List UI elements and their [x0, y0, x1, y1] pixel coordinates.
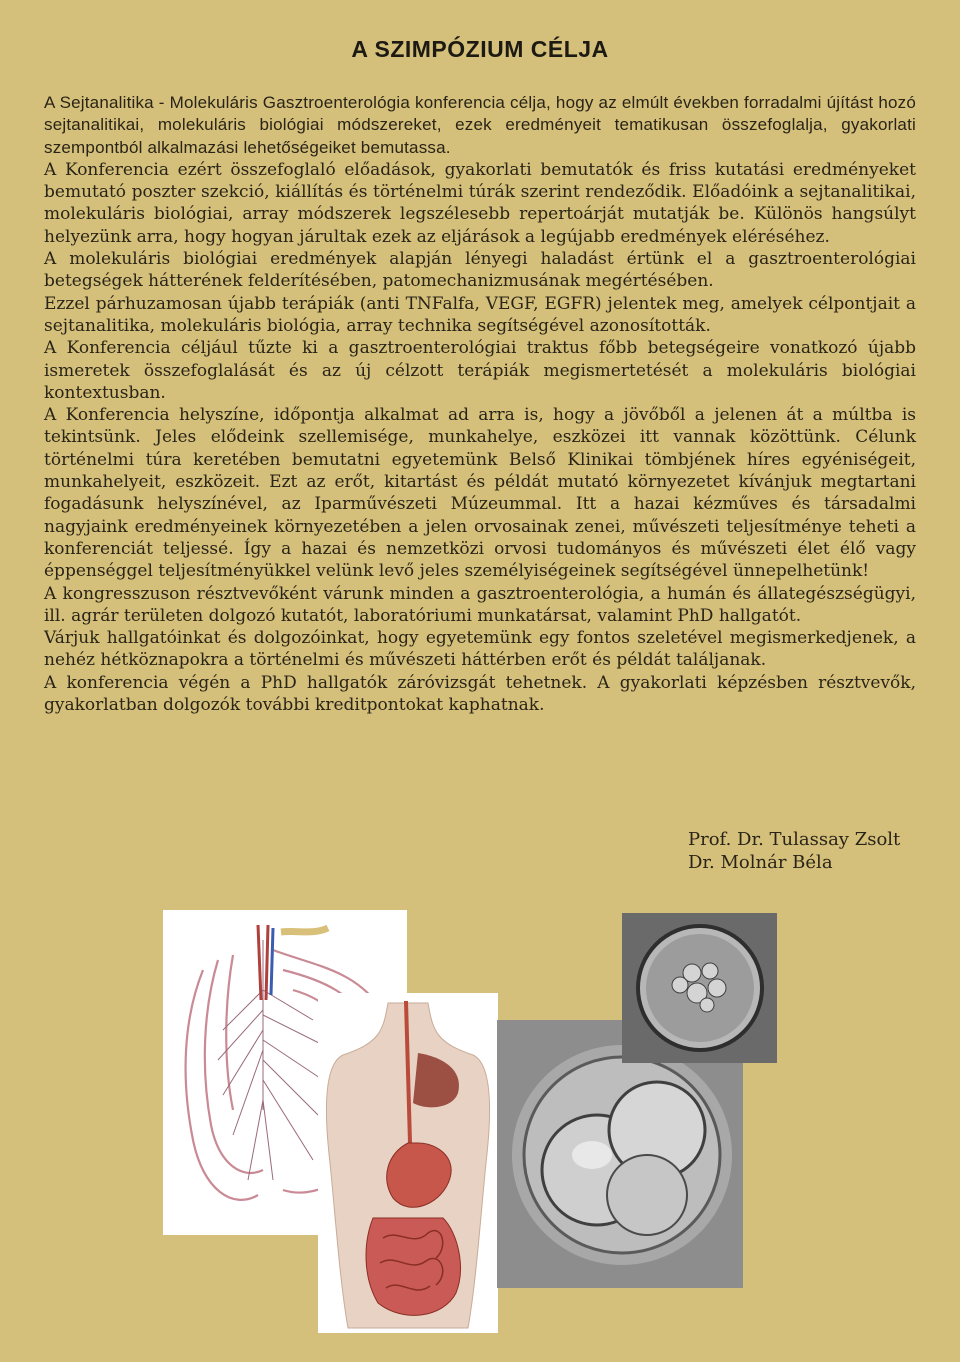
- signature-1: Prof. Dr. Tulassay Zsolt: [688, 829, 901, 850]
- paragraph: Várjuk hallgatóinkat és dolgozóinkat, hogy egyetemünk egy fontos szeletével megismerkedjenek, a nehéz hétköznapokra a történelmi és művészeti háttérben erőt és példát találjanak.: [44, 628, 916, 671]
- paragraph: A kongresszuson résztvevőként várunk minden a gasztroenterológia, a humán és állategészségügyi, ill. agrár területen dolgozó kutatót, laboratóriumi munkatársat, valamint PhD hallgatót.: [44, 583, 916, 626]
- paragraph: A konferencia végén a PhD hallgatók záróvizsgát tehetnek. A gyakorlati képzésben résztvevők, gyakorlatban dolgozók további kreditpontokat kaphatnak.: [44, 672, 916, 716]
- paragraph: A Konferencia céljául tűzte ki a gasztroenterológiai traktus főbb betegségeire vonatkozó újabb ismeretek összefoglalását és az új célzott terápiák megismertetését a molekuláris biológiai kontextusban.: [44, 338, 916, 403]
- signature-2: Dr. Molnár Béla: [688, 852, 833, 873]
- blastocyst-micrograph: [622, 913, 777, 1063]
- page-title: A SZIMPÓZIUM CÉLJA: [351, 36, 609, 62]
- paragraph: A Konferencia ezért összefoglaló előadások, gyakorlati bemutatók és friss kutatási eredményeket bemutató poszter szekció, kiállítás és történelmi túrák szerint rendeződik. Előadóink a sejtanalitikai, molekuláris biológiai, array módszerek legszélesebb repertoárját mutatják be. Különös hangsúlyt helyezünk arra, hogy hogyan járultak ezek az eljárások a legújabb eredmények eléréséhez.: [44, 159, 916, 247]
- body-text: [44, 92, 916, 716]
- signatures: [688, 828, 900, 874]
- digestive-system-illustration: [318, 993, 498, 1333]
- paragraph: Ezzel párhuzamosan újabb terápiák (anti TNFalfa, VEGF, EGFR) jelentek meg, amelyek célpontjait a sejtanalitika, molekuláris biológia, array technika segítségével azonosították.: [44, 293, 916, 336]
- paragraph-intro: A Sejtanalitika - Molekuláris Gasztroenterológia konferencia célja, hogy az elmúlt években forradalmi újítást hozó sejtanalitikai, molekuláris biológiai módszereket, ezek eredményeit tematikusan összefoglalja, gyakorlati szempontból alkalmazási lehetőségeiket bemutassa.: [44, 93, 916, 157]
- paragraph: A Konferencia helyszíne, időpontja alkalmat ad arra is, hogy a jövőből a jelenen át a múltba is tekintsünk. Jeles elődeink szellemisége, munkahelye, eszközei itt vannak közöttünk. Célunk történelmi túra keretében bemutatni egyetemünk Belső Klinikai tömbjének híres egyéniségeit, munkahelyeit, eszközeit. Ezt az erőt, kitartást és példát mutató környezetet kívánjuk megtartani fogadásunk helyszínével, az Iparművészeti Múzeummal. Itt a hazai kézműves és társadalmi nagyjaink eredményeinek környezetében a jelen orvosainak zenei, művészeti teljesítménye teheti a konferenciát teljessé. Így a hazai és nemzetközi orvosi tudományos és művészeti élet élő vagy éppenséggel teljesítményükkel velünk levő jeles személyiségeinek segítségével ünnepelhetünk!: [44, 405, 916, 582]
- paragraph: A molekuláris biológiai eredmények alapján lényegi haladást értünk el a gasztroenterológiai betegségek hátterének felderítésében, patomechanizmusának megértésében.: [44, 249, 916, 292]
